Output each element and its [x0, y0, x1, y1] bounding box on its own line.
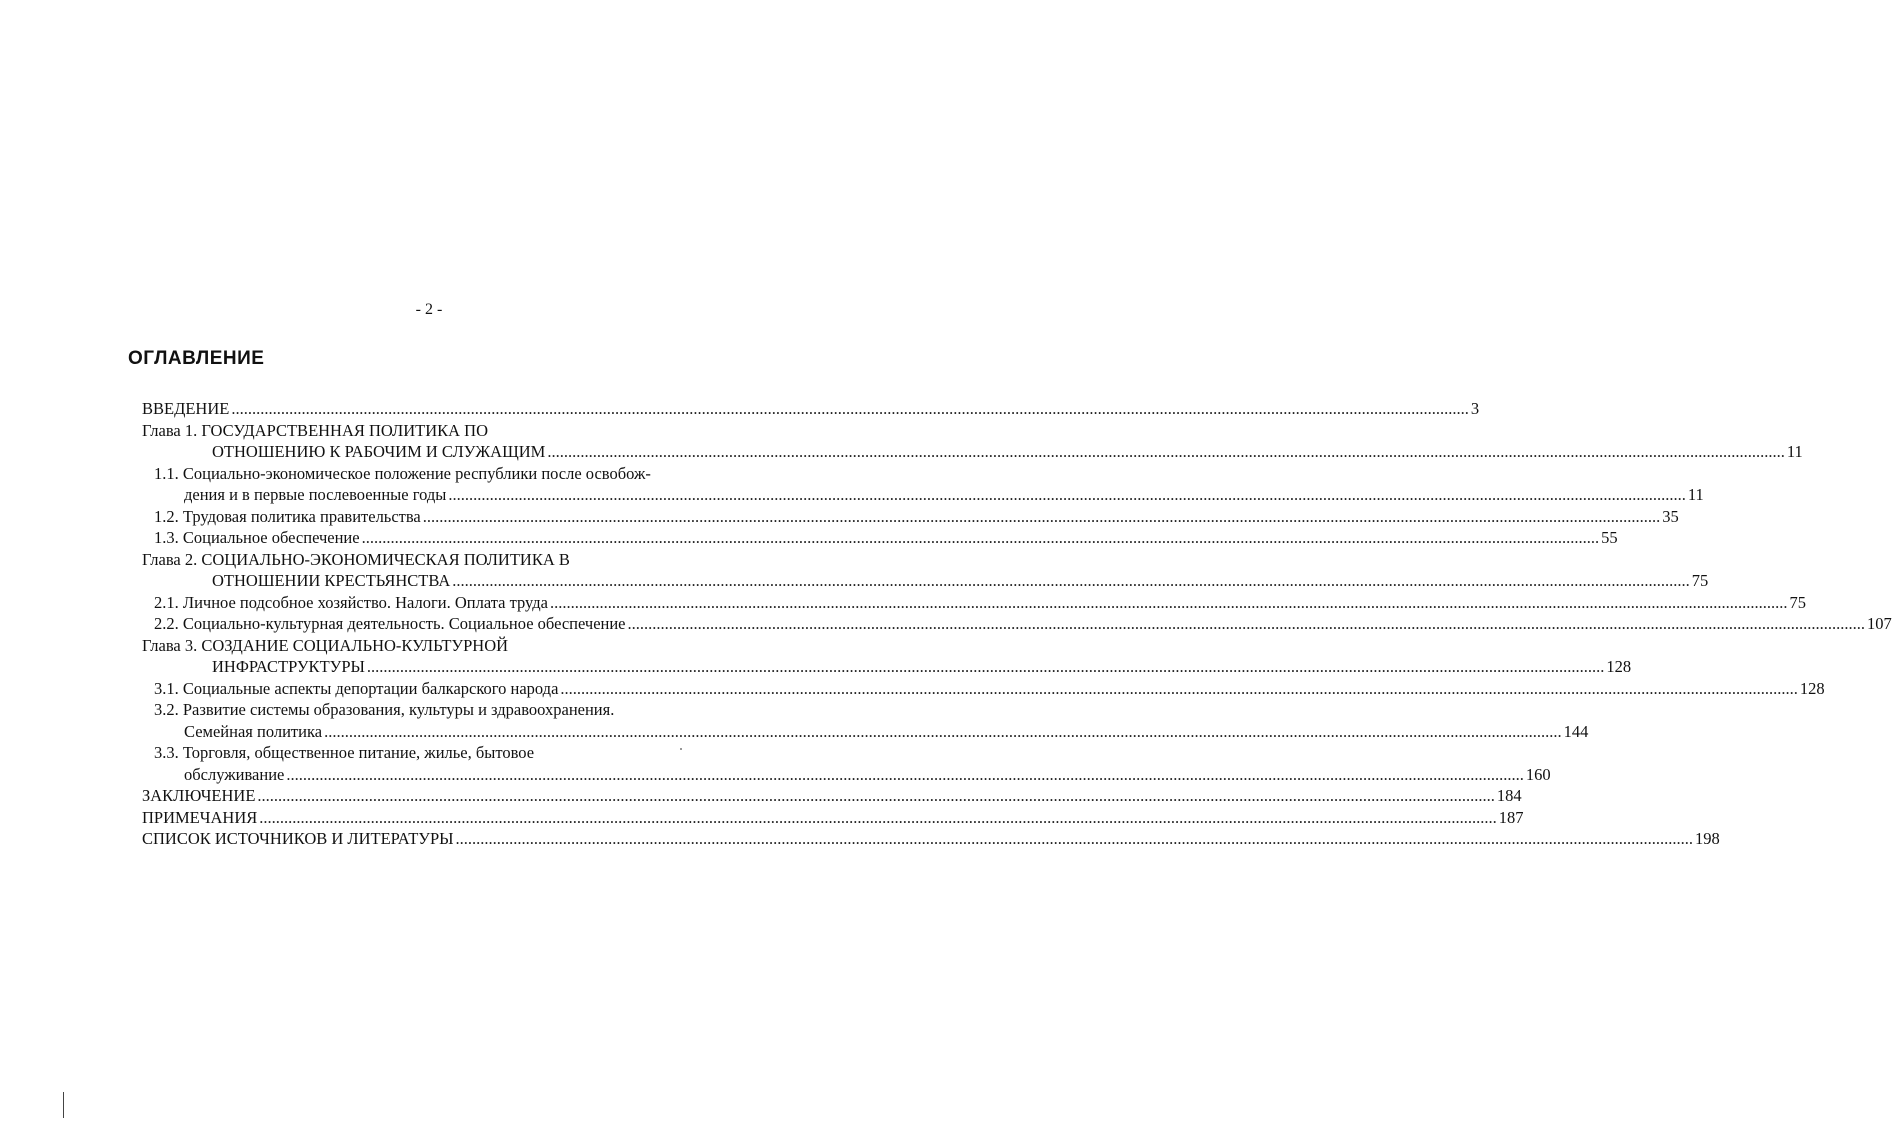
- scan-margin-mark: [63, 1092, 64, 1118]
- toc-chapter-2-title-cont[interactable]: [142, 570, 1709, 592]
- scan-speck: [680, 748, 682, 750]
- toc-section-1-3[interactable]: [142, 527, 1618, 549]
- toc-page-number: 35: [1662, 506, 1679, 526]
- toc-section-3-1[interactable]: [142, 678, 1825, 700]
- toc-section-3-3[interactable]: [142, 742, 730, 764]
- toc-page-number: 75: [1691, 571, 1709, 590]
- toc-page-number: 55: [1601, 528, 1618, 547]
- toc-entry-label: ОТНОШЕНИЮ К РАБОЧИМ И СЛУЖАЩИМ: [212, 442, 546, 461]
- toc-entry-conclusion[interactable]: [142, 785, 1522, 807]
- toc-entry-label: дения и в первые послевоенные годы: [184, 485, 447, 504]
- toc-page-number: 11: [1786, 442, 1803, 461]
- toc-entry-label: ЗАКЛЮЧЕНИЕ: [142, 786, 256, 805]
- toc-page-number: 107: [1867, 614, 1892, 633]
- toc-entry-label: 2.2. Социально-культурная деятельность. Социальное обеспечение: [154, 614, 626, 633]
- toc-section-3-3-cont[interactable]: [142, 764, 1551, 786]
- toc-entry-label: ИНФРАСТРУКТУРЫ: [212, 657, 365, 676]
- toc-entry-label: Семейная политика: [184, 721, 323, 741]
- toc-page-number: 128: [1799, 678, 1825, 698]
- toc-entry-label: 1.1. Социально-экономическое положение республики после освобож-: [154, 463, 651, 483]
- dot-leader: ............................................................................................................................................................................................................................................................................................................: [361, 528, 1600, 547]
- dot-leader: ............................................................................................................................................................................................................................................................................................................: [259, 807, 1497, 827]
- toc-section-3-2-cont[interactable]: [142, 721, 1589, 743]
- toc-chapter-1-title[interactable]: [142, 420, 730, 442]
- toc-page-number: 198: [1695, 829, 1720, 848]
- toc-entry-label: 2.1. Личное подсобное хозяйство. Налоги. Оплата труда: [154, 592, 548, 612]
- dot-leader: ............................................................................................................................................................................................................................................................................................................: [366, 657, 1605, 676]
- toc-entry-label: Глава 1. ГОСУДАРСТВЕННАЯ ПОЛИТИКА ПО: [142, 420, 489, 440]
- dot-leader: ............................................................................................................................................................................................................................................................................................................: [324, 721, 1562, 741]
- toc-entry-label: 3.2. Развитие системы образования, культуры и здравоохранения.: [154, 700, 615, 719]
- toc-page-number: 3: [1470, 399, 1480, 418]
- toc-chapter-3-title[interactable]: [142, 635, 730, 657]
- toc-chapter-1-title-cont[interactable]: [142, 441, 1803, 463]
- toc-entry-label: СПИСОК ИСТОЧНИКОВ И ЛИТЕРАТУРЫ: [142, 829, 454, 848]
- dot-leader: ............................................................................................................................................................................................................................................................................................................: [549, 592, 1788, 612]
- toc-section-1-2[interactable]: [142, 506, 1679, 528]
- toc-section-1-1[interactable]: [142, 463, 730, 485]
- toc-entry-label: ВВЕДЕНИЕ: [142, 399, 230, 418]
- toc-entry-label: 1.3. Социальное обеспечение: [154, 528, 360, 547]
- toc-entry-label: 3.1. Социальные аспекты депортации балкарского народа: [154, 678, 559, 698]
- toc-page-number: 11: [1687, 485, 1704, 504]
- toc-chapter-3-title-cont[interactable]: [142, 656, 1632, 678]
- dot-leader: ............................................................................................................................................................................................................................................................................................................: [627, 614, 1865, 633]
- dot-leader: ............................................................................................................................................................................................................................................................................................................: [547, 442, 1785, 461]
- toc-page-number: 184: [1496, 786, 1522, 805]
- page-number: - 2 -: [415, 301, 443, 318]
- dot-leader: ............................................................................................................................................................................................................................................................................................................: [452, 571, 1690, 590]
- toc-entry-label: 1.2. Трудовая политика правительства: [154, 506, 421, 526]
- toc-entry-label: ПРИМЕЧАНИЯ: [142, 807, 258, 827]
- dot-leader: ............................................................................................................................................................................................................................................................................................................: [455, 829, 1694, 848]
- page-title: ОГЛАВЛЕНИЕ: [128, 348, 265, 369]
- dot-leader: ............................................................................................................................................................................................................................................................................................................: [231, 399, 1469, 418]
- toc-entry-label: 3.3. Торговля, общественное питание, жилье, бытовое: [154, 743, 535, 762]
- toc-page-number: 187: [1498, 807, 1524, 827]
- toc-section-1-1-cont[interactable]: [142, 484, 1704, 506]
- toc-page-number: 128: [1606, 657, 1632, 676]
- toc-section-2-1[interactable]: [142, 592, 1806, 614]
- dot-leader: ............................................................................................................................................................................................................................................................................................................: [560, 678, 1798, 698]
- dot-leader: ............................................................................................................................................................................................................................................................................................................: [257, 786, 1495, 805]
- toc-entry-label: ОТНОШЕНИИ КРЕСТЬЯНСТВА: [212, 571, 451, 590]
- toc-page-number: 75: [1789, 592, 1806, 612]
- dot-leader: ............................................................................................................................................................................................................................................................................................................: [422, 506, 1661, 526]
- table-of-contents: [142, 398, 1892, 850]
- toc-entry-label: Глава 2. СОЦИАЛЬНО-ЭКОНОМИЧЕСКАЯ ПОЛИТИКА В: [142, 549, 570, 569]
- toc-entry-label: Глава 3. СОЗДАНИЕ СОЦИАЛЬНО-КУЛЬТУРНОЙ: [142, 635, 509, 655]
- dot-leader: ............................................................................................................................................................................................................................................................................................................: [286, 764, 1524, 784]
- toc-page-number: 144: [1563, 721, 1589, 741]
- toc-entry-notes[interactable]: [142, 807, 1524, 829]
- toc-section-2-2[interactable]: [142, 613, 1892, 635]
- toc-chapter-2-title[interactable]: [142, 549, 730, 571]
- toc-entry-introduction[interactable]: [142, 398, 1480, 420]
- toc-section-3-2[interactable]: [142, 699, 730, 721]
- dot-leader: ............................................................................................................................................................................................................................................................................................................: [448, 485, 1686, 504]
- toc-entry-sources[interactable]: [142, 828, 1720, 850]
- toc-entry-label: обслуживание: [184, 764, 285, 784]
- toc-page-number: 160: [1525, 764, 1551, 784]
